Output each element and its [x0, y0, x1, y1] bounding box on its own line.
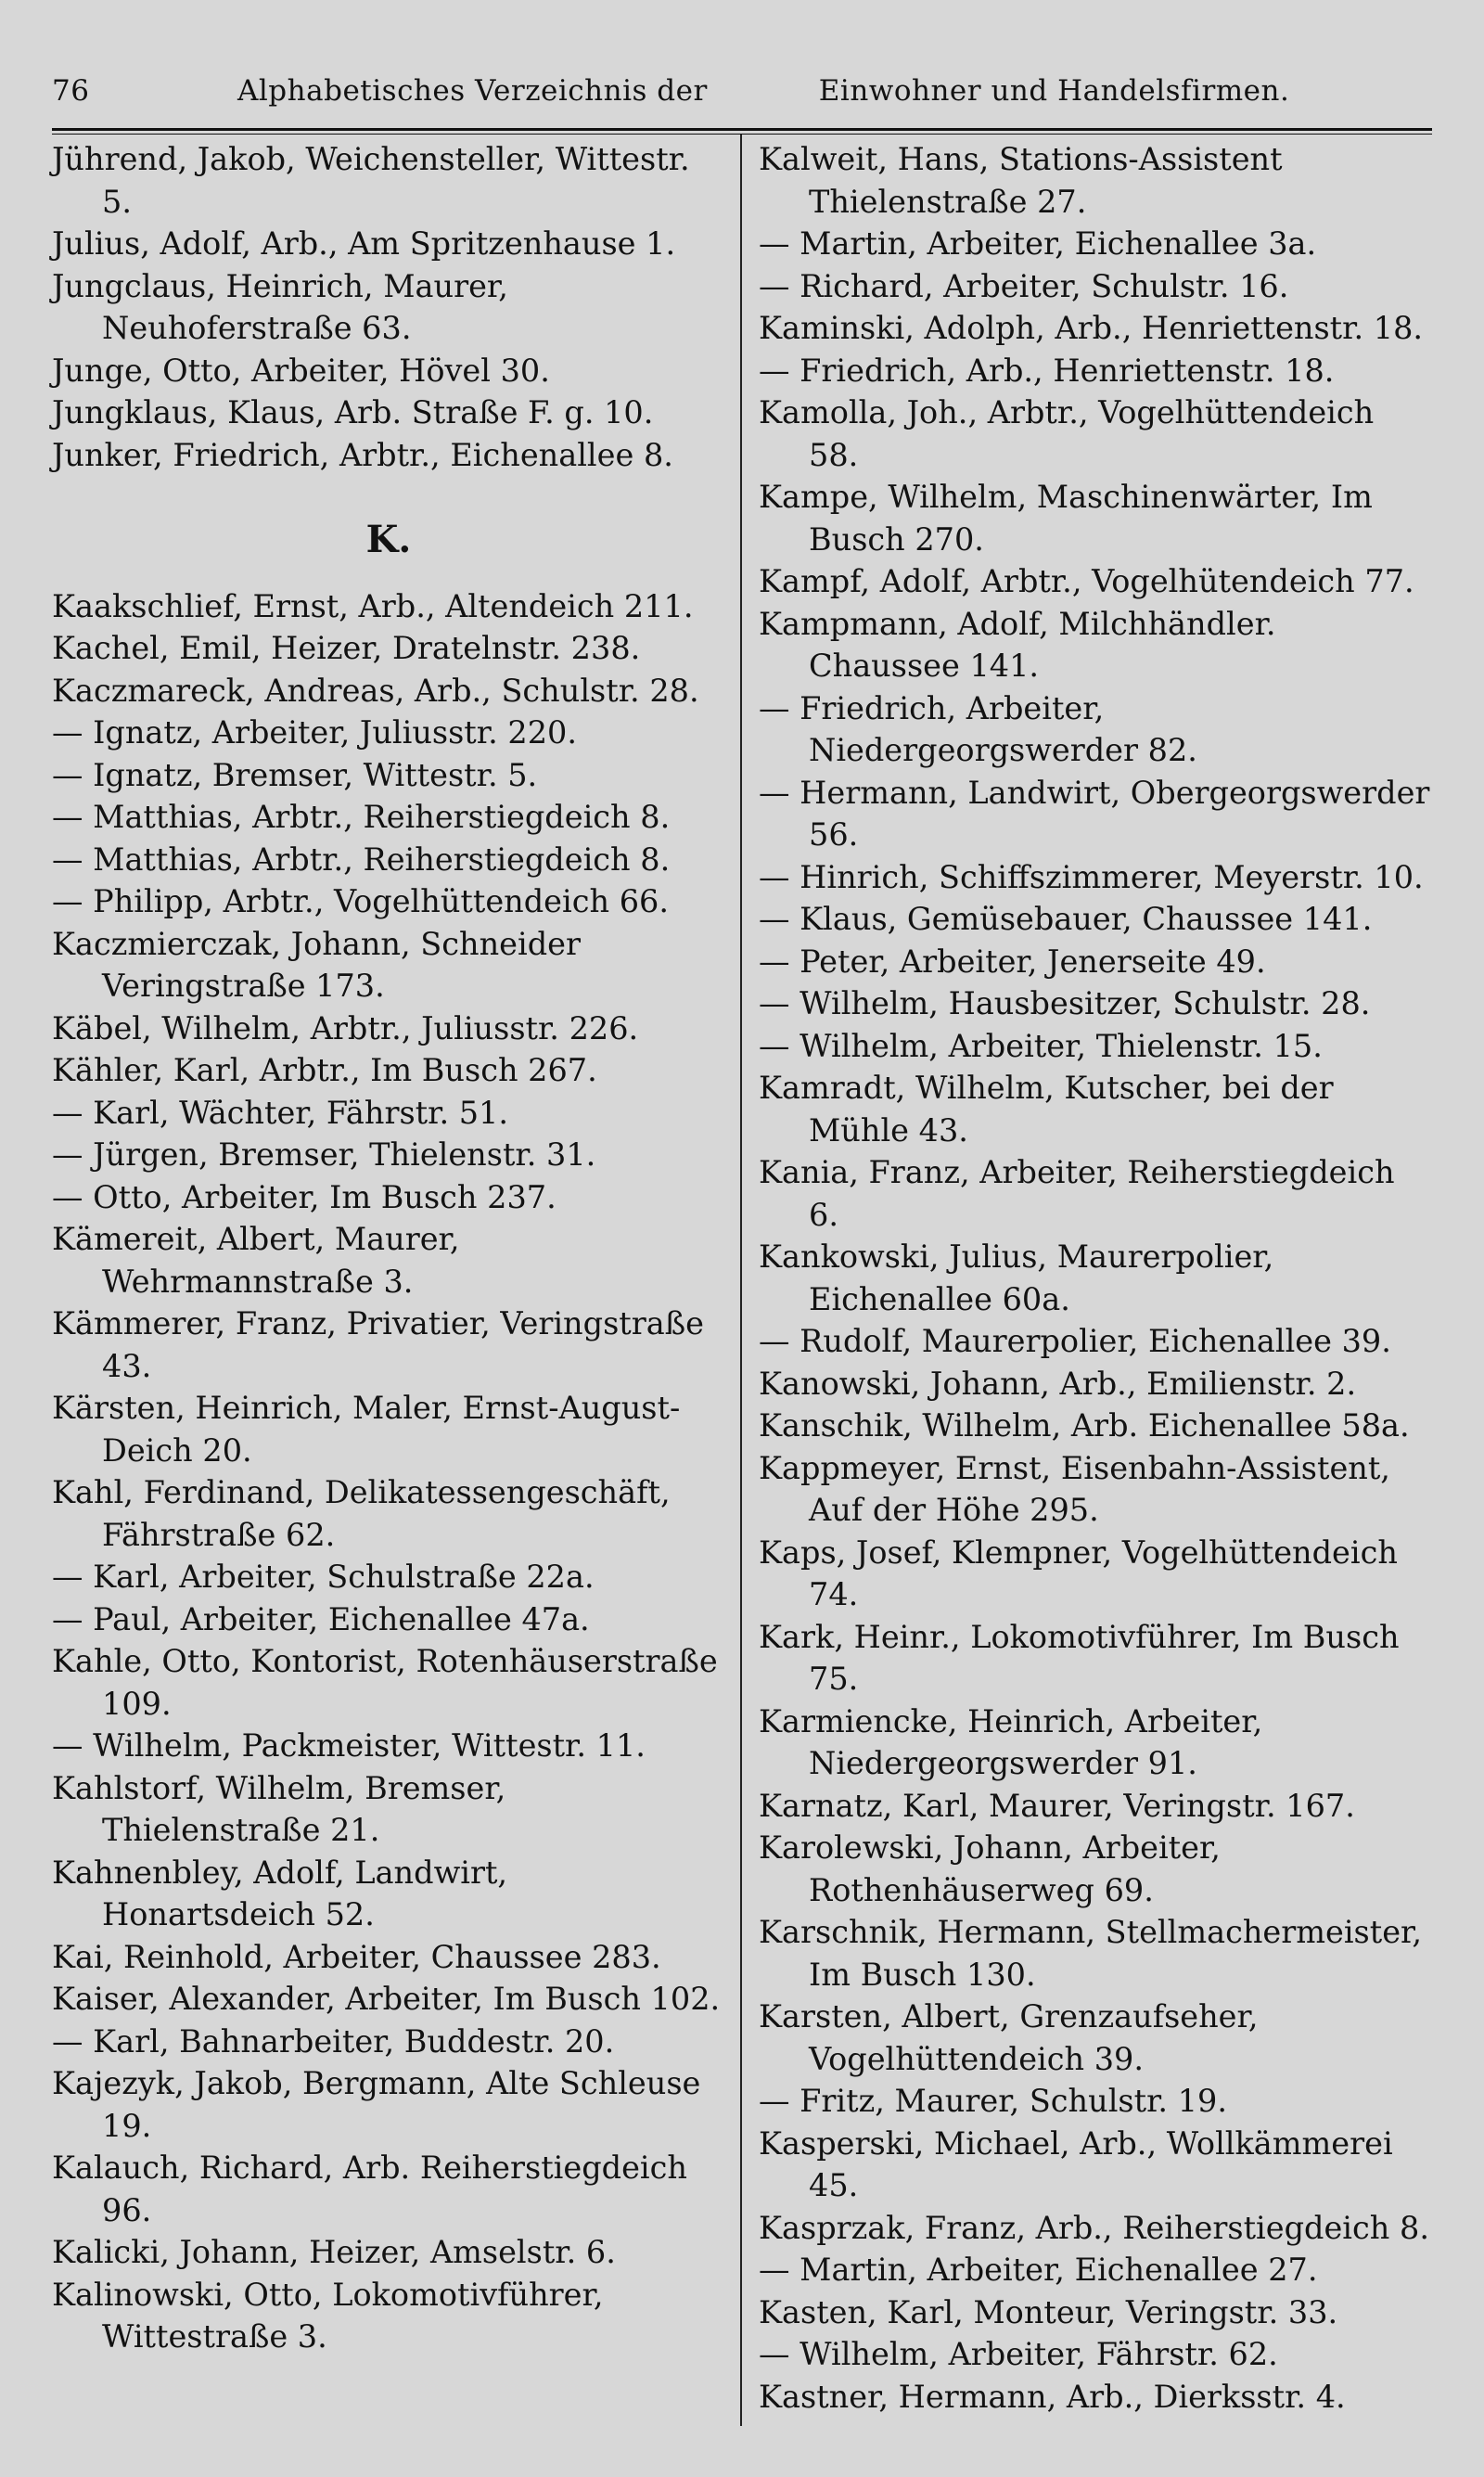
directory-entry: Karmiencke, Heinrich, Arbeiter, Niedergeorgswerder 91. [759, 1702, 1263, 1781]
left-top-entries [52, 138, 725, 476]
directory-entry: — Rudolf, Maurerpolier, Eichenallee 39. [759, 1323, 1391, 1359]
right-column [742, 135, 1432, 2426]
header-title-left: Alphabetisches Verzeichnis der [237, 74, 708, 108]
directory-entry: Kärsten, Heinrich, Maler, Ernst-August-Deich 20. [52, 1390, 681, 1469]
directory-entry: Kankowski, Julius, Maurerpolier, Eichenallee 60a. [759, 1238, 1274, 1317]
directory-entry: — Ignatz, Arbeiter, Juliusstr. 220. [52, 714, 577, 751]
directory-entry: Kaps, Josef, Klempner, Vogelhüttendeich 74. [759, 1534, 1398, 1612]
two-column-body [52, 135, 1432, 2426]
directory-entry: — Jürgen, Bremser, Thielenstr. 31. [52, 1136, 596, 1173]
directory-entry: — Martin, Arbeiter, Eichenallee 27. [759, 2252, 1318, 2288]
directory-entry: Kaczmierczak, Johann, Schneider Veringstraße 173. [52, 925, 581, 1004]
directory-entry: Jungclaus, Heinrich, Maurer, Neuhoferstraße 63. [52, 267, 508, 346]
directory-entry: — Peter, Arbeiter, Jenerseite 49. [759, 943, 1266, 980]
directory-entry: — Wilhelm, Hausbesitzer, Schulstr. 28. [759, 985, 1371, 1021]
directory-entry: — Karl, Arbeiter, Schulstraße 22a. [52, 1559, 595, 1595]
directory-entry: Kasperski, Michael, Arb., Wollkämmerei 45. [759, 2124, 1393, 2203]
directory-entry: — Matthias, Arbtr., Reiherstiegdeich 8. [52, 799, 671, 835]
directory-entry: — Paul, Arbeiter, Eichenallee 47a. [52, 1600, 590, 1637]
directory-entry: Julius, Adolf, Arb., Am Spritzenhause 1. [52, 225, 676, 262]
directory-entry: Kahlstorf, Wilhelm, Bremser, Thielenstraße 21. [52, 1769, 506, 1848]
directory-entry: Kappmeyer, Ernst, Eisenbahn-Assistent, Auf der Höhe 295. [759, 1449, 1390, 1528]
directory-entry: Kamolla, Joh., Arbtr., Vogelhüttendeich 58. [759, 394, 1375, 473]
left-column [52, 135, 742, 2426]
directory-entry: Jührend, Jakob, Weichensteller, Wittestr. 5. [52, 141, 690, 220]
directory-entry: — Otto, Arbeiter, Im Busch 237. [52, 1178, 556, 1215]
directory-entry: Kähler, Karl, Arbtr., Im Busch 267. [52, 1052, 597, 1088]
directory-entry: — Friedrich, Arbeiter, Niedergeorgswerder 82. [759, 689, 1197, 768]
directory-entry: — Klaus, Gemüsebauer, Chaussee 141. [759, 901, 1373, 937]
directory-entry: Kark, Heinr., Lokomotivführer, Im Busch 75. [759, 1618, 1400, 1697]
directory-entry: — Wilhelm, Packmeister, Wittestr. 11. [52, 1727, 646, 1764]
directory-entry: Junker, Friedrich, Arbtr., Eichenallee 8. [52, 436, 673, 473]
directory-entry: — Karl, Wächter, Fährstr. 51. [52, 1094, 509, 1131]
directory-entry: Kalinowski, Otto, Lokomotivführer, Wittestraße 3. [52, 2276, 604, 2355]
directory-entry: — Richard, Arbeiter, Schulstr. 16. [759, 267, 1289, 304]
directory-entry: — Hermann, Landwirt, Obergeorgswerder 56. [759, 774, 1430, 853]
directory-entry: — Philipp, Arbtr., Vogelhüttendeich 66. [52, 883, 669, 919]
directory-entry: — Fritz, Maurer, Schulstr. 19. [759, 2083, 1227, 2119]
directory-entry: Kampe, Wilhelm, Maschinenwärter, Im Busch 270. [759, 479, 1373, 558]
directory-entry: Kalweit, Hans, Stations-Assistent Thielenstraße 27. [759, 141, 1283, 220]
directory-entry: Käbel, Wilhelm, Arbtr., Juliusstr. 226. [52, 1009, 639, 1046]
header-rule [52, 128, 1432, 131]
directory-entry: Kahnenbley, Adolf, Landwirt, Honartsdeich 52. [52, 1854, 508, 1932]
directory-entry: Kämmerer, Franz, Privatier, Veringstraße 43. [52, 1305, 704, 1384]
directory-entry: Kämereit, Albert, Maurer, Wehrmannstraße 3. [52, 1221, 460, 1300]
directory-entry: Kampf, Adolf, Arbtr., Vogelhütendeich 77. [759, 563, 1414, 599]
right-entries [759, 138, 1432, 2418]
directory-entry: — Ignatz, Bremser, Wittestr. 5. [52, 756, 538, 793]
directory-entry: Karsten, Albert, Grenzaufseher, Vogelhüttendeich 39. [759, 1998, 1259, 2077]
directory-entry: Kalauch, Richard, Arb. Reiherstiegdeich 96. [52, 2150, 687, 2228]
directory-entry: Kastner, Hermann, Arb., Dierksstr. 4. [759, 2378, 1346, 2415]
directory-entry: Karnatz, Karl, Maurer, Veringstr. 167. [759, 1787, 1355, 1824]
directory-entry: Kaminski, Adolph, Arb., Henriettenstr. 18. [759, 310, 1424, 346]
directory-entry: Kaczmareck, Andreas, Arb., Schulstr. 28. [52, 672, 699, 709]
directory-entry: Kaiser, Alexander, Arbeiter, Im Busch 102. [52, 1981, 721, 2017]
directory-entry: Kajezyk, Jakob, Bergmann, Alte Schleuse 19. [52, 2065, 701, 2144]
directory-entry: Kachel, Emil, Heizer, Dratelnstr. 238. [52, 630, 641, 666]
directory-entry: Kanschik, Wilhelm, Arb. Eichenallee 58a. [759, 1407, 1410, 1444]
directory-entry: Kahle, Otto, Kontorist, Rotenhäuserstraße 109. [52, 1643, 718, 1722]
directory-entry: Kahl, Ferdinand, Delikatessengeschäft, Fährstraße 62. [52, 1474, 671, 1553]
directory-entry: Kampmann, Adolf, Milchhändler. Chaussee 141. [759, 605, 1276, 684]
directory-entry: — Karl, Bahnarbeiter, Buddestr. 20. [52, 2022, 615, 2060]
directory-entry: — Matthias, Arbtr., Reiherstiegdeich 8. [52, 841, 671, 878]
directory-entry: — Friedrich, Arb., Henriettenstr. 18. [759, 352, 1335, 389]
directory-entry: Kaakschlief, Ernst, Arb., Altendeich 211. [52, 587, 694, 624]
page-header [52, 74, 1432, 122]
directory-entry: Kanowski, Johann, Arb., Emilienstr. 2. [759, 1365, 1357, 1402]
directory-entry: Karolewski, Johann, Arbeiter, Rothenhäuserweg 69. [759, 1829, 1221, 1908]
directory-entry: Kania, Franz, Arbeiter, Reiherstiegdeich 6. [759, 1154, 1395, 1233]
directory-entry: Jungklaus, Klaus, Arb. Straße F. g. 10. [52, 394, 654, 430]
directory-entry: Karschnik, Hermann, Stellmachermeister, Im Busch 130. [759, 1914, 1423, 1993]
directory-entry: Kalicki, Johann, Heizer, Amselstr. 6. [52, 2234, 616, 2270]
page-number: 76 [52, 74, 90, 108]
directory-entry: Junge, Otto, Arbeiter, Hövel 30. [52, 352, 550, 389]
directory-entry: Kai, Reinhold, Arbeiter, Chaussee 283. [52, 1938, 661, 1975]
header-title-right: Einwohner und Handelsfirmen. [818, 74, 1290, 108]
directory-entry: — Hinrich, Schiffszimmerer, Meyerstr. 10. [759, 858, 1424, 895]
left-k-entries [52, 585, 725, 2358]
directory-entry: — Martin, Arbeiter, Eichenallee 3a. [759, 225, 1317, 262]
directory-entry: Kamradt, Wilhelm, Kutscher, bei der Mühle 43. [759, 1070, 1334, 1149]
directory-entry: — Wilhelm, Arbeiter, Thielenstr. 15. [759, 1027, 1323, 1064]
directory-entry: Kasten, Karl, Monteur, Veringstr. 33. [759, 2293, 1338, 2330]
section-letter-k: K. [365, 518, 412, 561]
directory-entry: Kasprzak, Franz, Arb., Reiherstiegdeich 8. [759, 2209, 1429, 2246]
directory-entry: — Wilhelm, Arbeiter, Fährstr. 62. [759, 2336, 1278, 2372]
